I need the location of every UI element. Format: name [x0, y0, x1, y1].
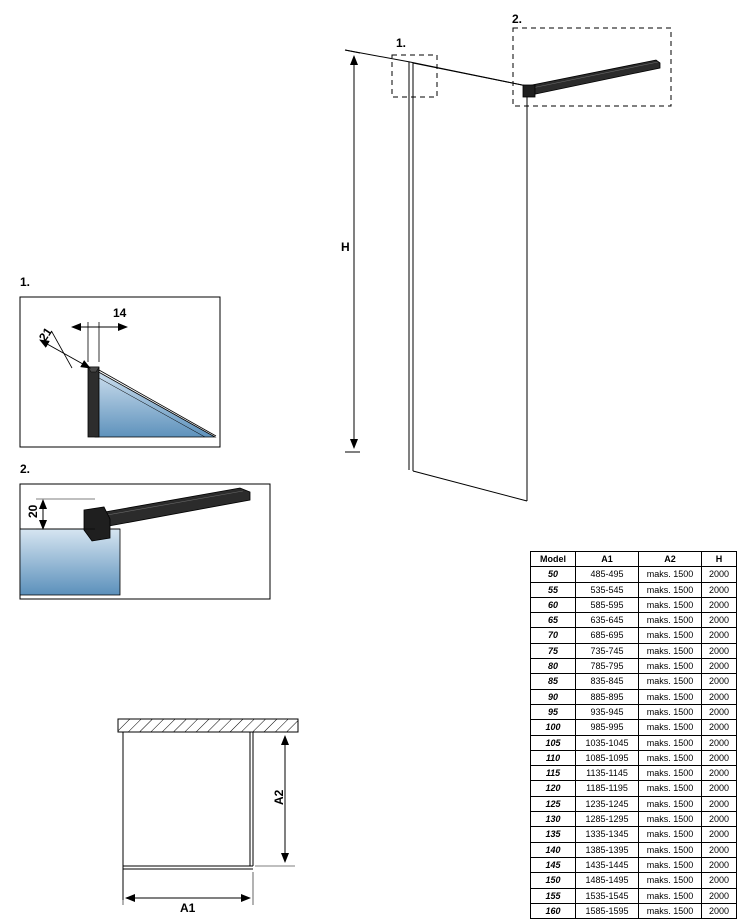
- cell-a1: 1435-1445: [576, 857, 639, 872]
- table-row: [531, 888, 737, 903]
- cell-a2: maks. 1500: [639, 720, 702, 735]
- plan-depth-label: A2: [272, 789, 286, 805]
- table-row: [531, 720, 737, 735]
- table-row: [531, 597, 737, 612]
- cell-a1: 685-695: [576, 628, 639, 643]
- cell-a1: 785-795: [576, 659, 639, 674]
- elevation-view: [345, 28, 671, 501]
- cell-a2: maks. 1500: [639, 873, 702, 888]
- table-row: [531, 857, 737, 872]
- cell-a1: 985-995: [576, 720, 639, 735]
- cell-h: 2000: [702, 643, 737, 658]
- detail-2-dim-20: 20: [26, 504, 40, 518]
- cell-a1: 835-845: [576, 674, 639, 689]
- cell-a1: 1135-1145: [576, 766, 639, 781]
- table-row: [531, 750, 737, 765]
- plan-width-label: A1: [180, 901, 196, 915]
- cell-h: 2000: [702, 567, 737, 582]
- cell-model: 155: [531, 888, 576, 903]
- cell-model: 65: [531, 613, 576, 628]
- table-row: [531, 842, 737, 857]
- header-a2: A2: [639, 552, 702, 567]
- cell-model: 130: [531, 812, 576, 827]
- cell-h: 2000: [702, 628, 737, 643]
- cell-h: 2000: [702, 659, 737, 674]
- cell-a2: maks. 1500: [639, 842, 702, 857]
- table-row: [531, 613, 737, 628]
- detail-2-view: [20, 484, 270, 599]
- cell-h: 2000: [702, 827, 737, 842]
- cell-a1: 1535-1545: [576, 888, 639, 903]
- cell-a1: 1585-1595: [576, 903, 639, 918]
- detail-1-dim-14: 14: [113, 306, 127, 320]
- cell-a2: maks. 1500: [639, 704, 702, 719]
- table-row: [531, 567, 737, 582]
- cell-a2: maks. 1500: [639, 643, 702, 658]
- cell-model: 95: [531, 704, 576, 719]
- cell-model: 135: [531, 827, 576, 842]
- table-row: [531, 903, 737, 918]
- cell-model: 110: [531, 750, 576, 765]
- callout-box-1: [392, 55, 437, 97]
- cell-h: 2000: [702, 873, 737, 888]
- table-row: [531, 704, 737, 719]
- cell-a1: 935-945: [576, 704, 639, 719]
- table-row: [531, 873, 737, 888]
- cell-h: 2000: [702, 888, 737, 903]
- cell-model: 145: [531, 857, 576, 872]
- cell-model: 105: [531, 735, 576, 750]
- cell-model: 120: [531, 781, 576, 796]
- cell-h: 2000: [702, 735, 737, 750]
- cell-a2: maks. 1500: [639, 674, 702, 689]
- cell-model: 140: [531, 842, 576, 857]
- cell-a1: 535-545: [576, 582, 639, 597]
- cell-a2: maks. 1500: [639, 857, 702, 872]
- cell-a1: 1335-1345: [576, 827, 639, 842]
- detail-1-tag: 1.: [20, 275, 31, 289]
- cell-h: 2000: [702, 720, 737, 735]
- cell-a1: 885-895: [576, 689, 639, 704]
- table-header-row: [531, 552, 737, 567]
- cell-a2: maks. 1500: [639, 750, 702, 765]
- cell-a2: maks. 1500: [639, 903, 702, 918]
- cell-h: 2000: [702, 582, 737, 597]
- cell-h: 2000: [702, 812, 737, 827]
- table-row: [531, 812, 737, 827]
- detail-1-dim-21: 21: [36, 324, 56, 344]
- table-row: [531, 766, 737, 781]
- cell-model: 85: [531, 674, 576, 689]
- cell-a2: maks. 1500: [639, 597, 702, 612]
- cell-a1: 1185-1195: [576, 781, 639, 796]
- cell-h: 2000: [702, 796, 737, 811]
- table-row: [531, 659, 737, 674]
- plan-view: [118, 719, 298, 905]
- table-row: [531, 735, 737, 750]
- cell-h: 2000: [702, 597, 737, 612]
- cell-a2: maks. 1500: [639, 628, 702, 643]
- cell-a1: 1035-1045: [576, 735, 639, 750]
- cell-h: 2000: [702, 857, 737, 872]
- table-row: [531, 781, 737, 796]
- cell-a2: maks. 1500: [639, 888, 702, 903]
- cell-a2: maks. 1500: [639, 812, 702, 827]
- cell-model: 80: [531, 659, 576, 674]
- cell-h: 2000: [702, 903, 737, 918]
- cell-a2: maks. 1500: [639, 582, 702, 597]
- cell-h: 2000: [702, 842, 737, 857]
- detail-2-tag: 2.: [20, 462, 31, 476]
- table-row: [531, 689, 737, 704]
- cell-h: 2000: [702, 613, 737, 628]
- cell-model: 55: [531, 582, 576, 597]
- cell-a2: maks. 1500: [639, 766, 702, 781]
- cell-a1: 485-495: [576, 567, 639, 582]
- cell-model: 90: [531, 689, 576, 704]
- cell-model: 150: [531, 873, 576, 888]
- model-spec-table: [530, 551, 737, 919]
- cell-model: 70: [531, 628, 576, 643]
- cell-h: 2000: [702, 781, 737, 796]
- cell-model: 50: [531, 567, 576, 582]
- cell-a1: 635-645: [576, 613, 639, 628]
- elevation-callout-1: 1.: [396, 36, 407, 50]
- cell-a1: 735-745: [576, 643, 639, 658]
- cell-a1: 1285-1295: [576, 812, 639, 827]
- cell-a1: 1485-1495: [576, 873, 639, 888]
- table-row: [531, 628, 737, 643]
- cell-a2: maks. 1500: [639, 659, 702, 674]
- cell-h: 2000: [702, 704, 737, 719]
- header-model: Model: [531, 552, 576, 567]
- header-a1: A1: [576, 552, 639, 567]
- cell-model: 115: [531, 766, 576, 781]
- cell-model: 100: [531, 720, 576, 735]
- table-row: [531, 674, 737, 689]
- cell-a2: maks. 1500: [639, 827, 702, 842]
- cell-model: 75: [531, 643, 576, 658]
- cell-h: 2000: [702, 674, 737, 689]
- cell-a1: 1085-1095: [576, 750, 639, 765]
- cell-a2: maks. 1500: [639, 796, 702, 811]
- elevation-height-label: H: [341, 240, 350, 254]
- cell-a1: 1235-1245: [576, 796, 639, 811]
- cell-a1: 585-595: [576, 597, 639, 612]
- cell-h: 2000: [702, 750, 737, 765]
- table-row: [531, 796, 737, 811]
- cell-model: 160: [531, 903, 576, 918]
- cell-a2: maks. 1500: [639, 735, 702, 750]
- cell-model: 60: [531, 597, 576, 612]
- stabiliser-bar: [523, 60, 660, 97]
- cell-a2: maks. 1500: [639, 781, 702, 796]
- cell-a2: maks. 1500: [639, 689, 702, 704]
- elevation-callout-2: 2.: [512, 12, 523, 26]
- cell-model: 125: [531, 796, 576, 811]
- cell-a2: maks. 1500: [639, 613, 702, 628]
- cell-h: 2000: [702, 689, 737, 704]
- table-row: [531, 827, 737, 842]
- cell-a1: 1385-1395: [576, 842, 639, 857]
- table-row: [531, 582, 737, 597]
- table-row: [531, 643, 737, 658]
- header-h: H: [702, 552, 737, 567]
- cell-h: 2000: [702, 766, 737, 781]
- cell-a2: maks. 1500: [639, 567, 702, 582]
